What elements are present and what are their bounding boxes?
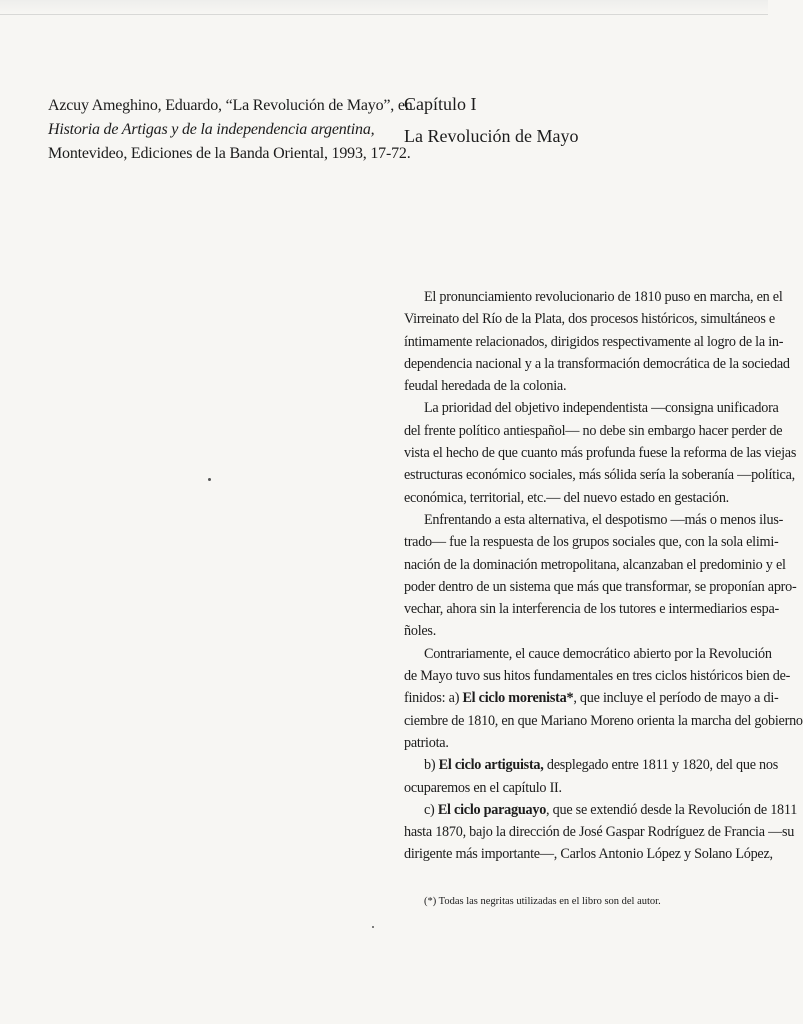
text-line: vechar, ahora sin la interferencia de los tutores e intermediarios espa-	[404, 601, 779, 618]
text-line: dirigente más importante—, Carlos Antonio López y Solano López,	[404, 846, 773, 863]
text-run: desplegado entre 1811 y 1820, del que nos	[543, 757, 779, 774]
text-line: hasta 1870, bajo la dirección de José Gaspar Rodríguez de Francia —su	[404, 824, 795, 841]
citation-line: Historia de Artigas y de la independencia argentina,	[48, 121, 375, 138]
body-text	[404, 286, 803, 866]
text-run: finidos: a)	[404, 690, 463, 707]
page-top-edge	[0, 0, 768, 15]
citation-line: Azcuy Ameghino, Eduardo, “La Revolución de Mayo”, en	[48, 97, 413, 114]
scan-speck	[372, 926, 374, 928]
text-run: , que se extendió desde la Revolución de 1811	[546, 801, 798, 818]
text-run: , que incluye el período de mayo a di-	[573, 690, 779, 707]
text-run: b)	[424, 757, 439, 774]
text-line: poder dentro de un sistema que más que transformar, se proponían apro-	[404, 578, 797, 595]
text-line	[404, 799, 798, 821]
bold-term: El ciclo morenista*	[462, 690, 574, 707]
text-line: El pronunciamiento revolucionario de 1810 puso en marcha, en el	[424, 289, 783, 305]
text-line	[404, 754, 779, 776]
text-line: estructuras económico sociales, más sólida sería la soberanía —política,	[404, 467, 795, 484]
text-line: Enfrentando a esta alternativa, el despotismo —más o menos ilus-	[424, 511, 784, 528]
text-line: ñoles.	[404, 623, 436, 640]
text-line: trado— fue la respuesta de los grupos sociales que, con la sola elimi-	[404, 534, 779, 551]
text-line: económica, territorial, etc.— del nuevo estado en gestación.	[404, 489, 729, 506]
text-line: ocuparemos en el capítulo II.	[404, 779, 562, 796]
text-line: de Mayo tuvo sus hitos fundamentales en tres ciclos históricos bien de-	[404, 668, 791, 685]
text-line: íntimamente relacionados, dirigidos respectivamente al logro de la in-	[404, 333, 784, 350]
text-line: La prioridad del objetivo independentista —consigna unificadora	[424, 400, 779, 417]
text-line: vista el hecho de que cuanto más profunda fuese la reforma de las viejas	[404, 445, 797, 462]
citation-line: Montevideo, Ediciones de la Banda Oriental, 1993, 17-72.	[48, 145, 411, 162]
text-line: nación de la dominación metropolitana, alcanzaban el predominio y el	[404, 556, 786, 573]
text-line: ciembre de 1810, en que Mariano Moreno orienta la marcha del gobierno	[404, 712, 803, 729]
text-line: dependencia nacional y a la transformación democrática de la sociedad	[404, 355, 790, 372]
bold-term: El ciclo artiguista,	[438, 757, 544, 774]
chapter-heading	[404, 88, 744, 152]
text-line: del frente político antiespañol— no debe sin embargo hacer perder de	[404, 422, 783, 439]
text-line	[404, 687, 779, 709]
scan-speck	[208, 478, 211, 481]
chapter-label: Capítulo I	[404, 94, 477, 114]
bibliographic-citation	[48, 94, 413, 166]
text-line: Contrariamente, el cauce democrático abierto por la Revolución	[424, 645, 772, 662]
text-line: feudal heredada de la colonia.	[404, 378, 567, 395]
footnote: (*) Todas las negritas utilizadas en el libro son del autor.	[424, 896, 661, 907]
bold-term: El ciclo paraguayo	[437, 801, 547, 818]
text-line: Virreinato del Río de la Plata, dos procesos históricos, simultáneos e	[404, 311, 775, 328]
text-line: patriota.	[404, 734, 449, 751]
text-run: c)	[424, 801, 438, 818]
chapter-title: La Revolución de Mayo	[404, 126, 579, 146]
